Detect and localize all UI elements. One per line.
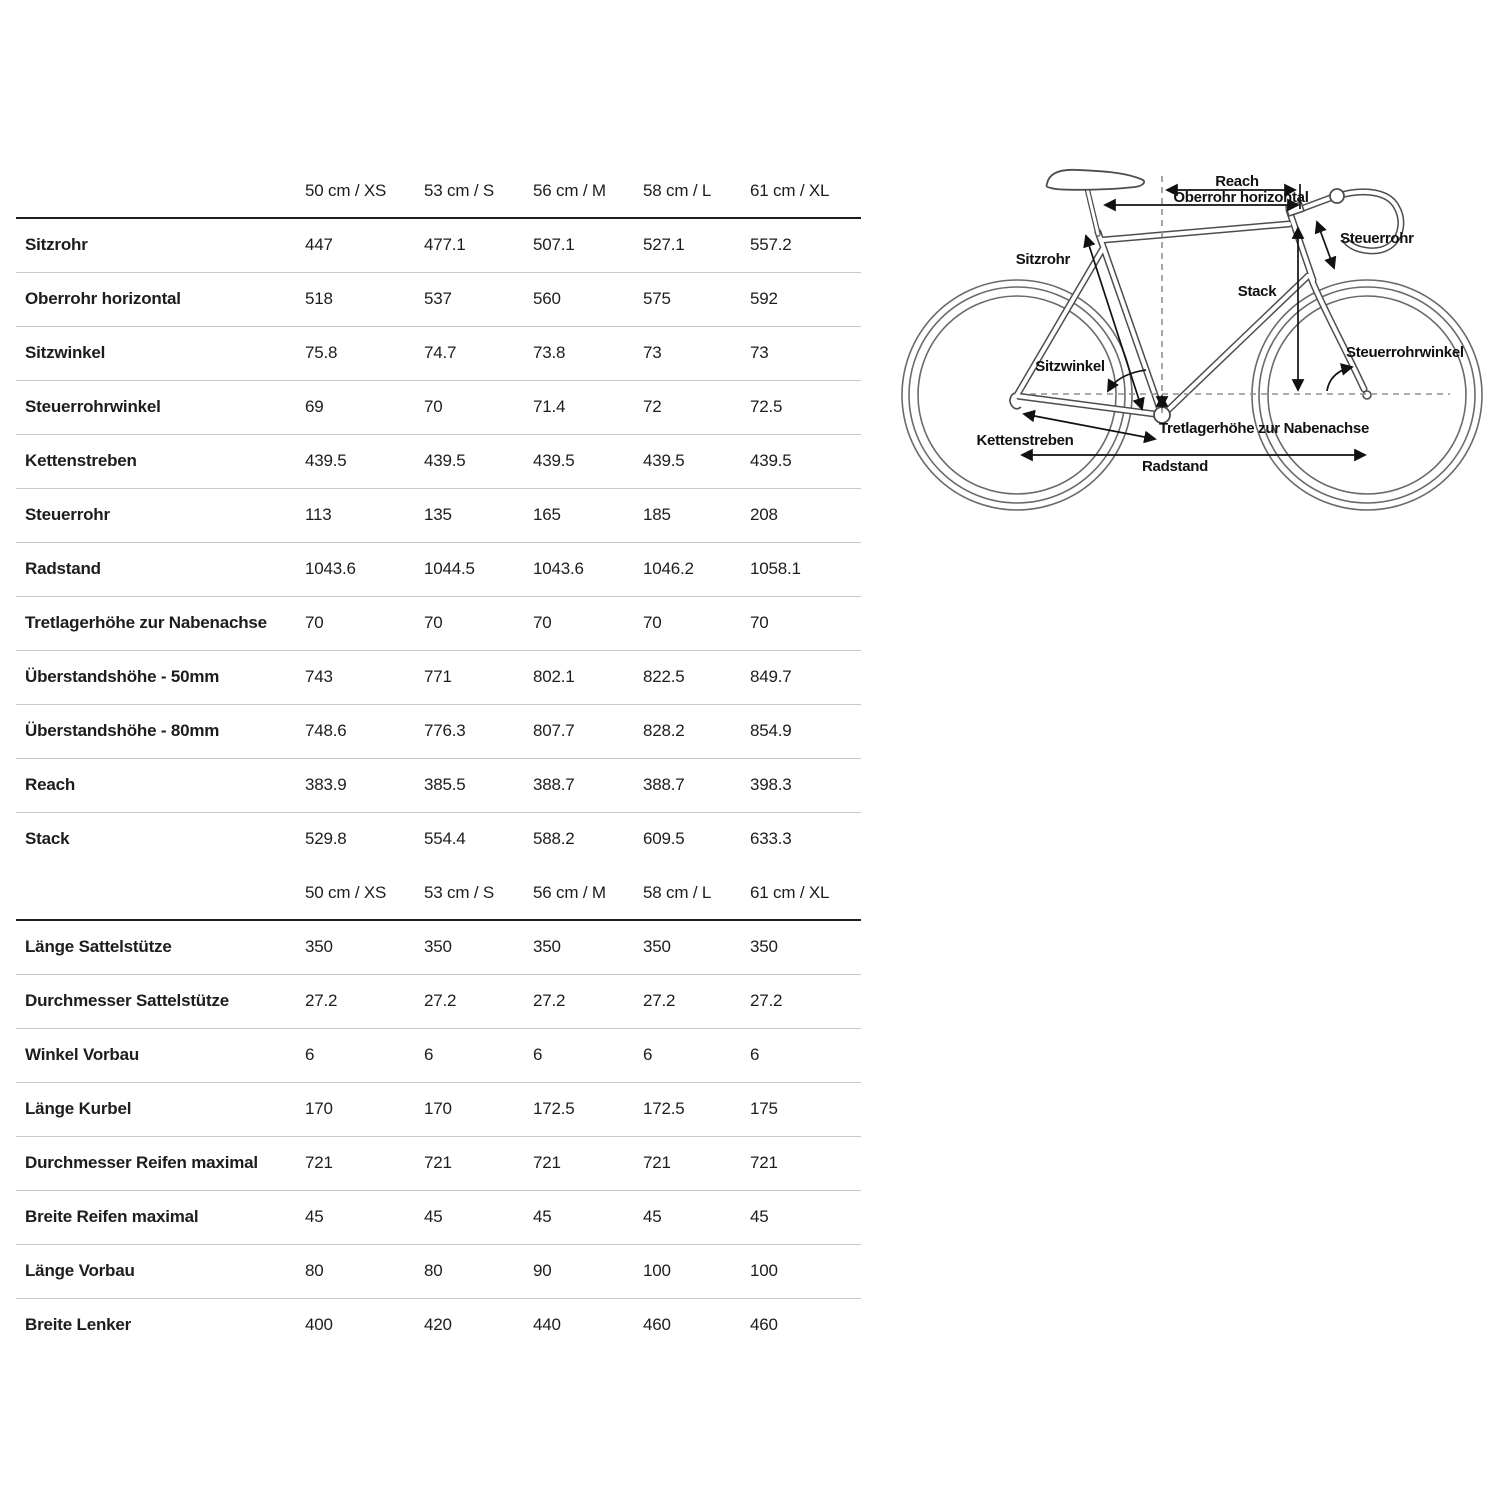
spec-value: 350 <box>305 937 333 957</box>
spec-value: 721 <box>750 1153 778 1172</box>
spec-row <box>16 1190 861 1244</box>
size-column-header: 53 cm / S <box>424 882 495 902</box>
spec-label: Überstandshöhe - 80mm <box>25 721 220 740</box>
spec-value: 70 <box>533 613 552 632</box>
spec-value: 440 <box>533 1315 561 1335</box>
spec-value: 721 <box>305 1153 333 1172</box>
spec-value: 350 <box>533 937 561 957</box>
spec-value: 776.3 <box>424 721 466 740</box>
spec-label: Reach <box>25 775 76 794</box>
spec-row <box>16 974 861 1028</box>
spec-value: 420 <box>424 1315 452 1335</box>
spec-value: 6 <box>424 1045 434 1064</box>
spec-value: 477.1 <box>424 235 466 255</box>
steuerrohrwinkel-arc <box>1327 367 1352 391</box>
spec-value: 69 <box>305 397 324 416</box>
spec-value: 70 <box>643 613 662 632</box>
size-column-header: 53 cm / S <box>424 180 495 200</box>
spec-value: 71.4 <box>533 397 566 416</box>
spec-value: 172.5 <box>643 1099 685 1118</box>
spec-value: 385.5 <box>424 775 466 794</box>
spec-row <box>16 704 861 758</box>
spec-value: 439.5 <box>533 451 575 470</box>
spec-value: 460 <box>750 1315 778 1335</box>
stack-label: Stack <box>1237 283 1277 300</box>
spec-value: 113 <box>305 505 332 524</box>
spec-row <box>16 596 861 650</box>
spec-row <box>16 1028 861 1082</box>
spec-value: 208 <box>750 505 778 524</box>
size-column-header: 58 cm / L <box>643 882 712 902</box>
saddle <box>1046 170 1144 190</box>
spec-value: 721 <box>643 1153 671 1172</box>
spec-row <box>16 218 861 272</box>
spec-value: 170 <box>305 1099 333 1118</box>
spec-value: 721 <box>533 1153 561 1172</box>
spec-value: 588.2 <box>533 829 575 849</box>
spec-label: Durchmesser Sattelstütze <box>25 991 229 1010</box>
spec-value: 170 <box>424 1099 452 1118</box>
spec-value: 74.7 <box>424 343 457 362</box>
spec-value: 135 <box>424 505 452 524</box>
spec-value: 518 <box>305 289 333 308</box>
spec-value: 771 <box>424 667 452 686</box>
spec-value: 388.7 <box>533 775 575 794</box>
size-header-row <box>16 164 861 218</box>
spec-value: 6 <box>750 1045 760 1064</box>
spec-label: Radstand <box>25 559 101 578</box>
spec-label: Breite Reifen maximal <box>25 1207 199 1226</box>
spec-value: 633.3 <box>750 829 792 849</box>
spec-row <box>16 1136 861 1190</box>
spec-row <box>16 488 861 542</box>
spec-label: Überstandshöhe - 50mm <box>25 667 220 686</box>
spec-value: 575 <box>643 289 671 308</box>
spec-row <box>16 326 861 380</box>
spec-value: 507.1 <box>533 235 575 255</box>
spec-value: 854.9 <box>750 721 792 740</box>
size-header-row <box>16 866 861 920</box>
empty-corner-cell <box>16 164 305 218</box>
spec-label: Stack <box>25 829 70 849</box>
spec-value: 27.2 <box>533 991 566 1010</box>
spec-value: 45 <box>424 1207 443 1226</box>
spec-value: 27.2 <box>424 991 457 1010</box>
spec-value: 822.5 <box>643 667 685 686</box>
spec-value: 27.2 <box>643 991 676 1010</box>
spec-value: 1044.5 <box>424 559 475 578</box>
spec-value: 6 <box>305 1045 315 1064</box>
spec-value: 175 <box>750 1099 778 1118</box>
spec-value: 527.1 <box>643 235 685 255</box>
spec-value: 75.8 <box>305 343 338 362</box>
size-column-header: 50 cm / XS <box>305 882 387 902</box>
spec-label: Länge Vorbau <box>25 1261 135 1280</box>
spec-row <box>16 1298 861 1352</box>
spec-row <box>16 812 861 866</box>
spec-value: 439.5 <box>305 451 347 470</box>
spec-value: 100 <box>643 1261 671 1280</box>
spec-row <box>16 1244 861 1298</box>
spec-value: 350 <box>643 937 671 957</box>
spec-label: Länge Sattelstütze <box>25 937 172 957</box>
spec-value: 849.7 <box>750 667 792 686</box>
spec-value: 70 <box>424 613 443 632</box>
spec-value: 72.5 <box>750 397 783 416</box>
size-column-header: 61 cm / XL <box>750 180 830 200</box>
spec-value: 557.2 <box>750 235 792 255</box>
handlebar-clamp <box>1330 189 1344 203</box>
spec-value: 73.8 <box>533 343 566 362</box>
spec-value: 1043.6 <box>305 559 356 578</box>
spec-value: 609.5 <box>643 829 685 849</box>
spec-value: 27.2 <box>750 991 783 1010</box>
spec-label: Oberrohr horizontal <box>25 289 181 308</box>
spec-row <box>16 542 861 596</box>
bike-geometry-diagram <box>890 140 1500 560</box>
spec-value: 350 <box>750 937 778 957</box>
spec-row <box>16 1082 861 1136</box>
steuerrohrwinkel-label: Steuerrohrwinkel <box>1346 344 1464 361</box>
spec-value: 721 <box>424 1153 452 1172</box>
spec-value: 90 <box>533 1261 552 1280</box>
sitzwinkel-label: Sitzwinkel <box>1035 358 1105 375</box>
spec-value: 172.5 <box>533 1099 575 1118</box>
spec-value: 1043.6 <box>533 559 584 578</box>
spec-row <box>16 380 861 434</box>
spec-value: 70 <box>424 397 443 416</box>
reach-label: Reach <box>1215 173 1259 190</box>
steuerrohr-arrow <box>1317 222 1334 268</box>
spec-value: 80 <box>305 1261 324 1280</box>
spec-label: Sitzwinkel <box>25 343 106 362</box>
size-column-header: 50 cm / XS <box>305 180 387 200</box>
spec-value: 45 <box>305 1207 324 1226</box>
spec-label: Winkel Vorbau <box>25 1045 140 1064</box>
spec-row <box>16 650 861 704</box>
spec-row <box>16 920 861 974</box>
radstand-label: Radstand <box>1142 458 1208 475</box>
spec-value: 45 <box>750 1207 769 1226</box>
spec-value: 400 <box>305 1315 333 1335</box>
kettenstreben-label: Kettenstreben <box>976 432 1074 449</box>
spec-label: Kettenstreben <box>25 451 137 470</box>
spec-value: 537 <box>424 289 452 308</box>
spec-value: 447 <box>305 235 333 255</box>
component-spec-table <box>16 866 861 1352</box>
spec-value: 807.7 <box>533 721 575 740</box>
spec-label: Durchmesser Reifen maximal <box>25 1153 258 1172</box>
spec-value: 439.5 <box>424 451 466 470</box>
spec-value: 165 <box>533 505 561 524</box>
measurement-arrows <box>1022 184 1365 455</box>
spec-value: 828.2 <box>643 721 685 740</box>
sitzrohr-label: Sitzrohr <box>1015 251 1070 268</box>
bike-frame <box>1017 188 1401 415</box>
spec-value: 6 <box>533 1045 543 1064</box>
spec-label: Sitzrohr <box>25 235 88 255</box>
spec-label: Steuerrohr <box>25 505 110 524</box>
size-column-header: 61 cm / XL <box>750 882 830 902</box>
spec-value: 6 <box>643 1045 653 1064</box>
spec-row <box>16 758 861 812</box>
spec-value: 1046.2 <box>643 559 694 578</box>
spec-value: 70 <box>750 613 769 632</box>
spec-label: Breite Lenker <box>25 1315 132 1335</box>
spec-value: 554.4 <box>424 829 466 849</box>
spec-value: 350 <box>424 937 452 957</box>
spec-value: 45 <box>533 1207 552 1226</box>
tretlagerhoehe-label: Tretlagerhöhe zur Nabenachse <box>1159 420 1370 437</box>
spec-value: 802.1 <box>533 667 575 686</box>
spec-value: 73 <box>750 343 769 362</box>
spec-value: 73 <box>643 343 662 362</box>
spec-label: Steuerrohrwinkel <box>25 397 161 416</box>
spec-value: 383.9 <box>305 775 347 794</box>
frame-geometry-table <box>16 164 861 866</box>
size-column-header: 58 cm / L <box>643 180 712 200</box>
spec-value: 1058.1 <box>750 559 801 578</box>
oberrohr-horizontal-label: Oberrohr horizontal <box>1173 189 1309 206</box>
spec-value: 460 <box>643 1315 671 1335</box>
empty-corner-cell <box>16 866 305 920</box>
spec-row <box>16 272 861 326</box>
spec-value: 185 <box>643 505 671 524</box>
size-column-header: 56 cm / M <box>533 882 606 902</box>
spec-value: 80 <box>424 1261 443 1280</box>
spec-value: 72 <box>643 397 662 416</box>
spec-value: 529.8 <box>305 829 347 849</box>
spec-value: 592 <box>750 289 778 308</box>
spec-label: Länge Kurbel <box>25 1099 132 1118</box>
spec-value: 398.3 <box>750 775 792 794</box>
size-column-header: 56 cm / M <box>533 180 606 200</box>
spec-value: 439.5 <box>750 451 792 470</box>
spec-value: 100 <box>750 1261 778 1280</box>
front-axle <box>1363 391 1371 399</box>
spec-value: 45 <box>643 1207 662 1226</box>
spec-value: 388.7 <box>643 775 685 794</box>
spec-value: 70 <box>305 613 324 632</box>
spec-value: 439.5 <box>643 451 685 470</box>
spec-row <box>16 434 861 488</box>
steuerrohr-label: Steuerrohr <box>1340 230 1414 247</box>
spec-label: Tretlagerhöhe zur Nabenachse <box>25 613 267 632</box>
spec-value: 560 <box>533 289 561 308</box>
spec-value: 27.2 <box>305 991 338 1010</box>
spec-value: 743 <box>305 667 333 686</box>
spec-value: 748.6 <box>305 721 347 740</box>
